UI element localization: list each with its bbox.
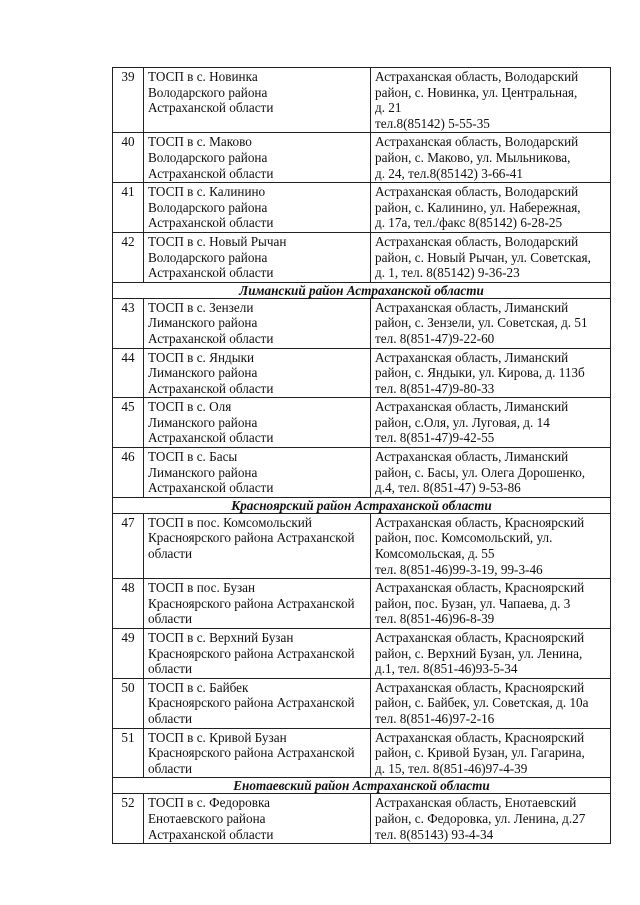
branch-name-line: области — [148, 611, 193, 627]
section-title: Красноярский район Астраханской области — [113, 497, 611, 513]
address-line: район, с. Верхний Бузан, ул. Ленина, — [375, 645, 583, 661]
address-line: Астраханская область, Володарский — [375, 134, 579, 150]
branch-name-line: Енотаевского района — [148, 810, 266, 826]
address-cell — [371, 794, 611, 844]
address-line: Астраханская область, Володарский — [375, 184, 579, 200]
branch-name-line: Красноярского района Астраханской — [148, 645, 355, 661]
branch-name-line: Лиманского района — [148, 464, 258, 480]
branch-name-cell — [144, 629, 371, 679]
section-row — [113, 497, 611, 513]
address-cell — [371, 678, 611, 728]
address-cell — [371, 298, 611, 348]
address-line: район, пос. Комсомольский, ул. — [375, 530, 553, 546]
branch-name-line: ТОСП в с. Верхний Бузан — [148, 630, 294, 645]
address-line: Астраханская область, Лиманский — [375, 399, 569, 415]
address-line: район, с. Новинка, ул. Центральная, — [375, 84, 578, 100]
branch-name-line: ТОСП в с. Кривой Бузан — [148, 729, 287, 745]
branch-name-line: ТОСП в с. Байбек — [148, 679, 249, 695]
address-line: Астраханская область, Красноярский — [375, 514, 585, 530]
table-row — [113, 448, 611, 498]
address-line: Комсомольская, д. 55 — [375, 546, 495, 562]
address-cell — [371, 629, 611, 679]
branch-name-line: области — [148, 546, 193, 562]
address-line: Астраханская область, Лиманский — [375, 299, 569, 315]
address-cell — [371, 183, 611, 233]
branch-name-line: ТОСП в с. Оля — [148, 399, 232, 415]
address-line: д. 24, тел.8(85142) 3-66-41 — [375, 165, 523, 181]
row-number: 50 — [113, 678, 144, 728]
branch-name-cell — [144, 183, 371, 233]
address-line: Астраханская область, Лиманский — [375, 349, 569, 365]
address-line: тел. 8(851-47)9-42-55 — [375, 430, 495, 446]
address-line: тел. 8(851-46)97-2-16 — [375, 710, 495, 726]
table-row — [113, 298, 611, 348]
address-line: Астраханская область, Красноярский — [375, 630, 585, 645]
branch-name-line: Лиманского района — [148, 414, 258, 430]
address-line: Астраханская область, Красноярский — [375, 679, 585, 695]
address-line: Астраханская область, Лиманский — [375, 449, 569, 465]
branch-name-line: ТОСП в с. Калинино — [148, 184, 266, 200]
address-line: Астраханская область, Красноярский — [375, 580, 585, 596]
address-line: тел.8(85142) 5-55-35 — [375, 115, 490, 131]
row-number: 44 — [113, 348, 144, 398]
address-line: район, с. Калинино, ул. Набережная, — [375, 199, 581, 215]
address-line: район, с. Маково, ул. Мыльникова, — [375, 149, 571, 165]
row-number: 49 — [113, 629, 144, 679]
branch-name-line: Астраханской области — [148, 215, 274, 231]
branch-name-cell — [144, 348, 371, 398]
row-number: 43 — [113, 298, 144, 348]
row-number: 51 — [113, 728, 144, 778]
table-row — [113, 678, 611, 728]
branch-name-line: Астраханской области — [148, 380, 274, 396]
table-row — [113, 348, 611, 398]
address-line: тел. 8(851-47)9-80-33 — [375, 380, 495, 396]
section-row — [113, 778, 611, 794]
address-line: Астраханская область, Енотаевский — [375, 795, 577, 811]
row-number: 47 — [113, 513, 144, 578]
table-row — [113, 232, 611, 282]
address-cell — [371, 579, 611, 629]
branch-name-line: Лиманского района — [148, 315, 258, 331]
address-line: д.4, тел. 8(851-47) 9-53-86 — [375, 480, 521, 496]
branch-name-cell — [144, 133, 371, 183]
branch-name-cell — [144, 232, 371, 282]
row-number: 45 — [113, 398, 144, 448]
address-line: район, с. Зензели, ул. Советская, д. 51 — [375, 315, 588, 331]
branch-name-cell — [144, 398, 371, 448]
branch-name-line: ТОСП в с. Зензели — [148, 299, 254, 315]
address-cell — [371, 232, 611, 282]
branch-name-line: ТОСП в с. Яндыки — [148, 349, 255, 365]
branch-name-line: Астраханской области — [148, 100, 274, 116]
row-number: 39 — [113, 68, 144, 133]
address-cell — [371, 348, 611, 398]
branch-name-line: Астраханской области — [148, 480, 274, 496]
branch-name-cell — [144, 794, 371, 844]
address-line: Астраханская область, Володарский — [375, 233, 579, 249]
address-line: Астраханская область, Красноярский — [375, 729, 585, 745]
branch-name-line: области — [148, 710, 193, 726]
branch-name-cell — [144, 579, 371, 629]
branch-name-line: Красноярского района Астраханской — [148, 745, 355, 761]
address-line: тел. 8(851-47)9-22-60 — [375, 330, 495, 346]
section-title: Лиманский район Астраханской области — [113, 282, 611, 298]
address-line: д.1, тел. 8(851-46)93-5-34 — [375, 661, 518, 677]
branch-name-line: Астраханской области — [148, 826, 274, 842]
branch-name-line: ТОСП в с. Маково — [148, 134, 252, 150]
row-number: 52 — [113, 794, 144, 844]
section-title: Енотаевский район Астраханской области — [113, 778, 611, 794]
branches-table — [112, 67, 611, 844]
branch-name-line: Красноярского района Астраханской — [148, 530, 355, 546]
row-number: 40 — [113, 133, 144, 183]
address-cell — [371, 398, 611, 448]
address-line: тел. 8(851-46)96-8-39 — [375, 611, 495, 627]
branch-name-line: ТОСП в пос. Комсомольский — [148, 514, 312, 530]
table-row — [113, 794, 611, 844]
branch-name-line: Лиманского района — [148, 365, 258, 381]
address-line: район, с. Байбек, ул. Советская, д. 10а — [375, 695, 589, 711]
table-row — [113, 398, 611, 448]
branch-name-line: ТОСП в с. Новый Рычан — [148, 233, 287, 249]
address-cell — [371, 513, 611, 578]
branch-name-cell — [144, 513, 371, 578]
address-line: район, с. Кривой Бузан, ул. Гагарина, — [375, 745, 585, 761]
branch-name-line: Володарского района — [148, 149, 268, 165]
branch-name-cell — [144, 728, 371, 778]
branch-name-line: ТОСП в с. Федоровка — [148, 795, 271, 811]
address-cell — [371, 68, 611, 133]
branch-name-line: области — [148, 661, 193, 677]
branch-name-line: Астраханской области — [148, 165, 274, 181]
section-row — [113, 282, 611, 298]
branch-name-line: Володарского района — [148, 199, 268, 215]
address-line: район, с. Новый Рычан, ул. Советская, — [375, 249, 591, 265]
branch-name-cell — [144, 448, 371, 498]
branch-name-line: области — [148, 760, 193, 776]
branch-name-line: Астраханской области — [148, 265, 274, 281]
branch-name-line: ТОСП в с. Басы — [148, 449, 238, 465]
address-line: район, с. Федоровка, ул. Ленина, д.27 — [375, 810, 586, 826]
table-row — [113, 579, 611, 629]
table-row — [113, 513, 611, 578]
branch-name-line: Астраханской области — [148, 430, 274, 446]
table-row — [113, 133, 611, 183]
address-line: д. 17а, тел./факс 8(85142) 6-28-25 — [375, 215, 563, 231]
branch-name-line: Володарского района — [148, 84, 268, 100]
branch-name-line: ТОСП в пос. Бузан — [148, 580, 256, 596]
address-line: д. 15, тел. 8(851-46)97-4-39 — [375, 760, 528, 776]
branch-name-line: Красноярского района Астраханской — [148, 595, 355, 611]
address-line: тел. 8(85143) 93-4-34 — [375, 826, 494, 842]
branch-name-cell — [144, 298, 371, 348]
table-row — [113, 629, 611, 679]
branch-name-cell — [144, 678, 371, 728]
address-line: тел. 8(851-46)99-3-19, 99-3-46 — [375, 561, 543, 577]
address-line: д. 1, тел. 8(85142) 9-36-23 — [375, 265, 520, 281]
address-line: район, пос. Бузан, ул. Чапаева, д. 3 — [375, 595, 571, 611]
branch-name-cell — [144, 68, 371, 133]
branches-table-body — [113, 68, 611, 844]
row-number: 46 — [113, 448, 144, 498]
address-line: район, с. Яндыки, ул. Кирова, д. 113б — [375, 365, 585, 381]
address-cell — [371, 728, 611, 778]
row-number: 48 — [113, 579, 144, 629]
branch-name-line: Астраханской области — [148, 330, 274, 346]
branch-name-line: Володарского района — [148, 249, 268, 265]
table-row — [113, 183, 611, 233]
branch-name-line: Красноярского района Астраханской — [148, 695, 355, 711]
address-cell — [371, 133, 611, 183]
table-row — [113, 728, 611, 778]
branch-name-line: ТОСП в с. Новинка — [148, 69, 258, 84]
address-line: район, с.Оля, ул. Луговая, д. 14 — [375, 414, 550, 430]
row-number: 42 — [113, 232, 144, 282]
address-line: д. 21 — [375, 100, 402, 116]
address-cell — [371, 448, 611, 498]
address-line: район, с. Басы, ул. Олега Дорошенко, — [375, 464, 586, 480]
row-number: 41 — [113, 183, 144, 233]
address-line: Астраханская область, Володарский — [375, 69, 579, 84]
table-row — [113, 68, 611, 133]
